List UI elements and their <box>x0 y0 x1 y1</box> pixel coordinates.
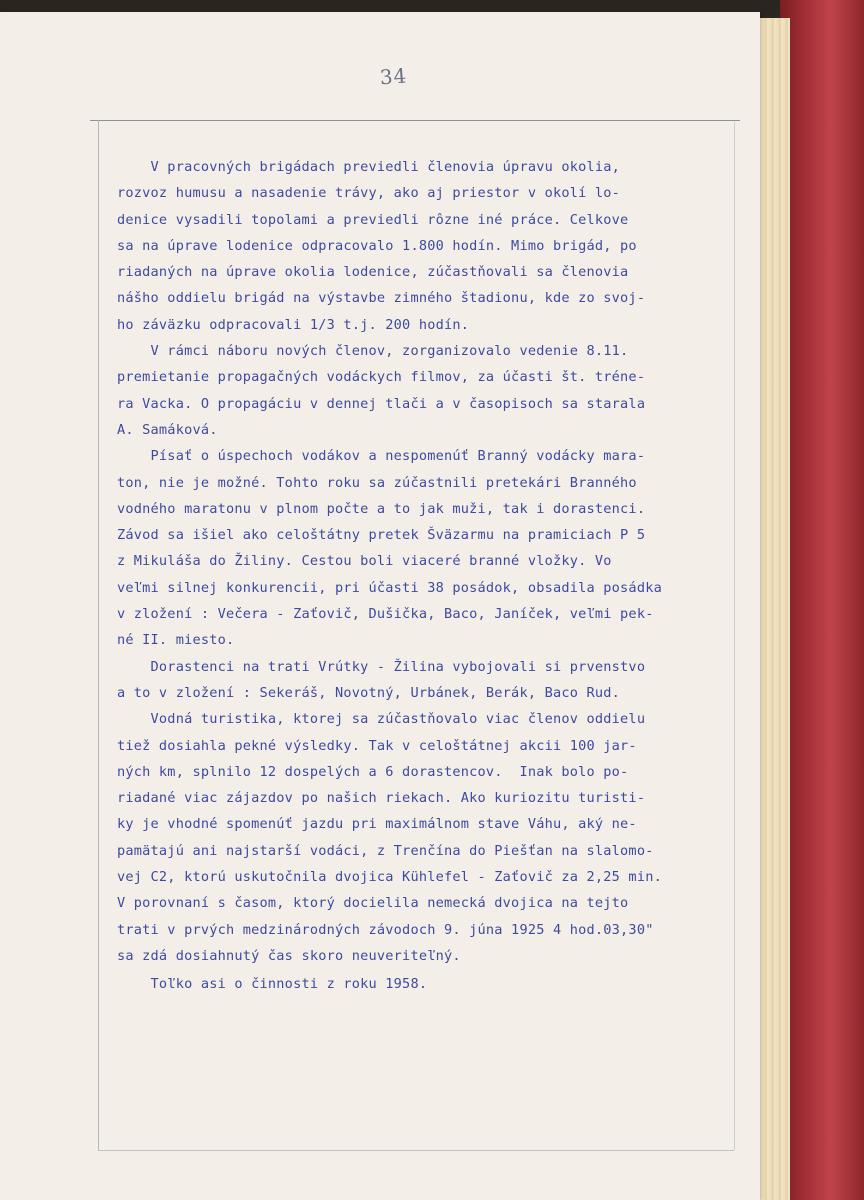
text-line: Vodná turistika, ktorej sa zúčastňovalo viac členov oddielu <box>117 711 646 728</box>
typed-text-body <box>117 154 742 998</box>
text-line: ton, nie je možné. Tohto roku sa zúčastnili pretekári Branného <box>117 474 637 491</box>
text-line: vej C2, ktorú uskutočnila dvojica Kühlefel - Zaťovič za 2,25 min. <box>117 869 662 886</box>
document-page <box>0 12 760 1200</box>
text-line: rozvoz humusu a nasadenie trávy, ako aj priestor v okolí lo- <box>117 185 621 202</box>
frame-line-bottom <box>98 1150 734 1151</box>
text-line: Písať o úspechoch vodákov a nespomenúť Branný vodácky mara- <box>117 448 646 465</box>
text-line: trati v prvých medzinárodných závodoch 9. júna 1925 4 hod.03,30" <box>117 921 654 938</box>
text-line: ných km, splnilo 12 dospelých a 6 dorastencov. Inak bolo po- <box>117 763 629 780</box>
text-line: sa na úprave lodenice odpracovalo 1.800 hodín. Mimo brigád, po <box>117 237 637 254</box>
text-line: nášho oddielu brigád na výstavbe zimného štadionu, kde zo svoj- <box>117 290 646 307</box>
frame-line-left <box>98 120 99 1150</box>
text-line: né II. miesto. <box>117 632 235 649</box>
text-line: sa zdá dosiahnutý čas skoro neuveriteľný. <box>117 947 461 964</box>
text-line: ho záväzku odpracovali 1/3 t.j. 200 hodín. <box>117 316 470 333</box>
book-cover-edge <box>780 0 864 1200</box>
text-line: riadané viac zájazdov po našich riekach. Ako kuriozitu turisti- <box>117 790 646 807</box>
text-line: vodného maratonu v plnom počte a to jak muži, tak i dorastenci. <box>117 500 646 517</box>
text-line: riadaných na úprave okolia lodenice, zúčastňovali sa členovia <box>117 264 629 281</box>
frame-line-top <box>90 120 740 121</box>
text-line: ra Vacka. O propagáciu v dennej tlači a v časopisoch sa starala <box>117 395 646 412</box>
text-line: V pracovných brigádach previedli členovia úpravu okolia, <box>117 159 621 175</box>
text-line: Toľko asi o činnosti z roku 1958. <box>117 976 428 993</box>
text-line: veľmi silnej konkurencii, pri účasti 38 posádok, obsadila posádka <box>117 579 662 596</box>
page-number: 34 <box>379 63 409 90</box>
text-line: A. Samáková. <box>117 421 218 438</box>
text-line: ky je vhodné spomenúť jazdu pri maximálnom stave Váhu, aký ne- <box>117 816 637 833</box>
text-line: z Mikuláša do Žiliny. Cestou boli viaceré branné vložky. Vo <box>117 553 612 570</box>
text-line: a to v zložení : Sekeráš, Novotný, Urbánek, Berák, Baco Rud. <box>117 684 621 701</box>
text-line: V rámci náboru nových členov, zorganizovalo vedenie 8.11. <box>117 343 629 360</box>
text-line: denice vysadili topolami a previedli rôzne iné práce. Celkove <box>117 211 629 228</box>
text-line: Dorastenci na trati Vrútky - Žilina vybojovali si prvenstvo <box>117 658 646 675</box>
text-line: premietanie propagačných vodáckych filmov, za účasti št. tréne- <box>117 369 646 386</box>
text-line: v zložení : Večera - Zaťovič, Dušička, Baco, Janíček, veľmi pek- <box>117 606 654 623</box>
text-line: pamätajú ani najstarší vodáci, z Trenčína do Piešťan na slalomo- <box>117 842 654 859</box>
text-line: Závod sa išiel ako celoštátny pretek Šväzarmu na pramiciach P 5 <box>117 527 646 544</box>
text-line: V porovnaní s časom, ktorý docielila nemecká dvojica na tejto <box>117 895 629 912</box>
text-line: tiež dosiahla pekné výsledky. Tak v celoštátnej akcii 100 jar- <box>117 737 637 754</box>
